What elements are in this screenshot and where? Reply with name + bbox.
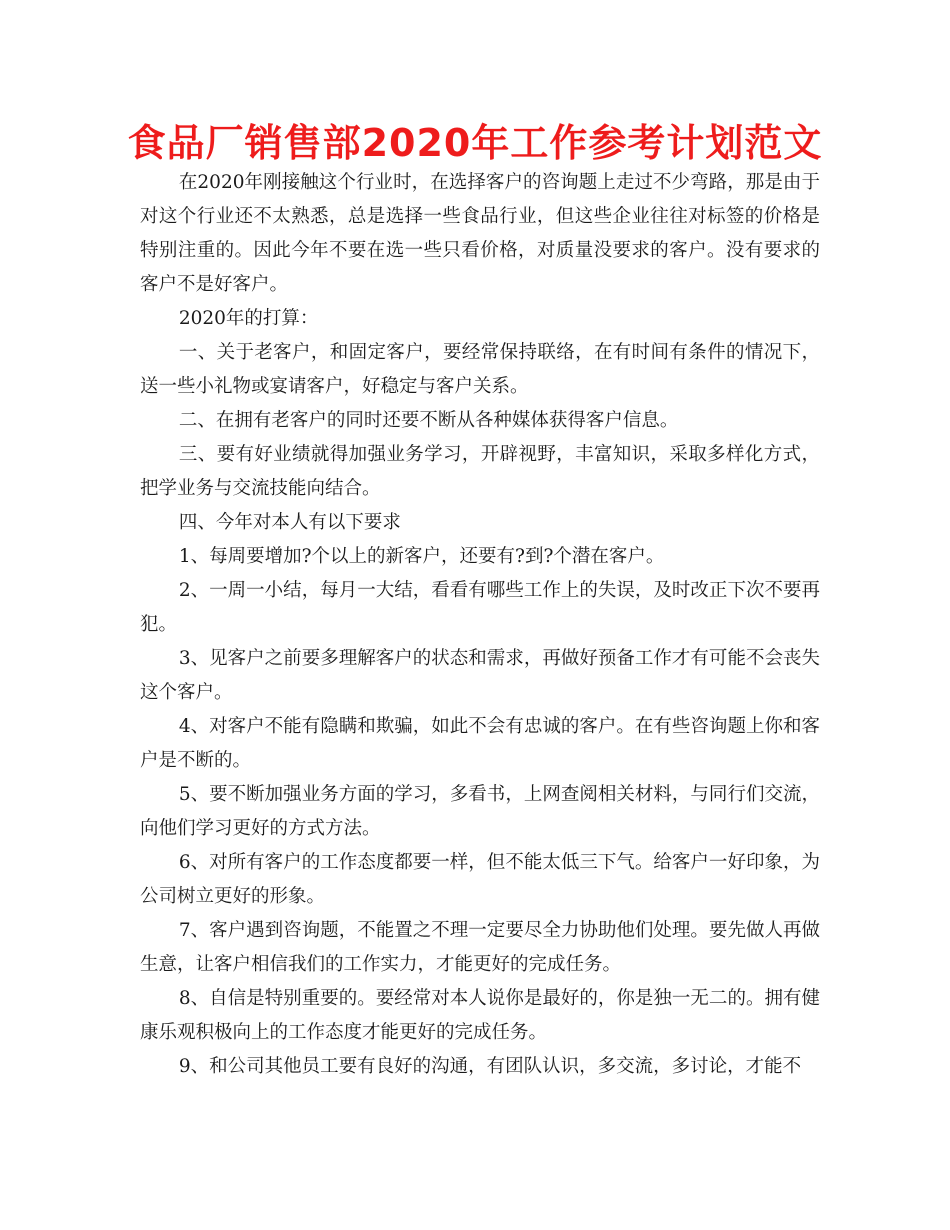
paragraph-requirement-7: 7、客户遇到咨询题，不能置之不理一定要尽全力协助他们处理。要先做人再做生意，让客户相信我们的工作实力，才能更好的完成任务。 (140, 920, 820, 975)
paragraph-requirement-4: 4、对客户不能有隐瞒和欺骗，如此不会有忠诚的客户。在有些咨询题上你和客户是不断的。 (140, 716, 820, 771)
document-body (140, 166, 820, 1084)
paragraph-requirement-9: 9、和公司其他员工要有良好的沟通，有团队认识，多交流，多讨论，才能不 (178, 1056, 802, 1077)
paragraph-requirement-2: 2、一周一小结，每月一大结，看看有哪些工作上的失误，及时改正下次不要再犯。 (140, 580, 820, 635)
document-title: 食品厂销售部2020年工作参考计划范文 (127, 121, 823, 165)
paragraph-item-3: 三、要有好业绩就得加强业务学习，开辟视野，丰富知识，采取多样化方式，把学业务与交流技能向结合。 (140, 444, 820, 499)
paragraph-item-4: 四、今年对本人有以下要求 (178, 512, 401, 533)
paragraph-intro: 在2020年刚接触这个行业时，在选择客户的咨询题上走过不少弯路，那是由于对这个行业还不太熟悉，总是选择一些食品行业，但这些企业往往对标签的价格是特别注重的。因此今年不要在选一些只看价格，对质量没要求的客户。没有要求的客户不是好客户。 (140, 172, 820, 295)
paragraph-item-1: 一、关于老客户，和固定客户，要经常保持联络，在有时间有条件的情况下，送一些小礼物或宴请客户，好稳定与客户关系。 (140, 342, 820, 397)
paragraph-item-2: 二、在拥有老客户的同时还要不断从各种媒体获得客户信息。 (178, 410, 679, 431)
paragraph-requirement-8: 8、自信是特别重要的。要经常对本人说你是最好的，你是独一无二的。拥有健康乐观积极向上的工作态度才能更好的完成任务。 (140, 988, 820, 1043)
paragraph-plan-heading: 2020年的打算： (178, 308, 319, 329)
paragraph-requirement-6: 6、对所有客户的工作态度都要一样，但不能太低三下气。给客户一好印象，为公司树立更好的形象。 (140, 852, 820, 907)
paragraph-requirement-3: 3、见客户之前要多理解客户的状态和需求，再做好预备工作才有可能不会丧失这个客户。 (140, 648, 820, 703)
paragraph-requirement-1: 1、每周要增加?个以上的新客户，还要有?到?个潜在客户。 (178, 546, 665, 567)
paragraph-requirement-5: 5、要不断加强业务方面的学习，多看书，上网查阅相关材料，与同行们交流，向他们学习更好的方式方法。 (140, 784, 820, 839)
